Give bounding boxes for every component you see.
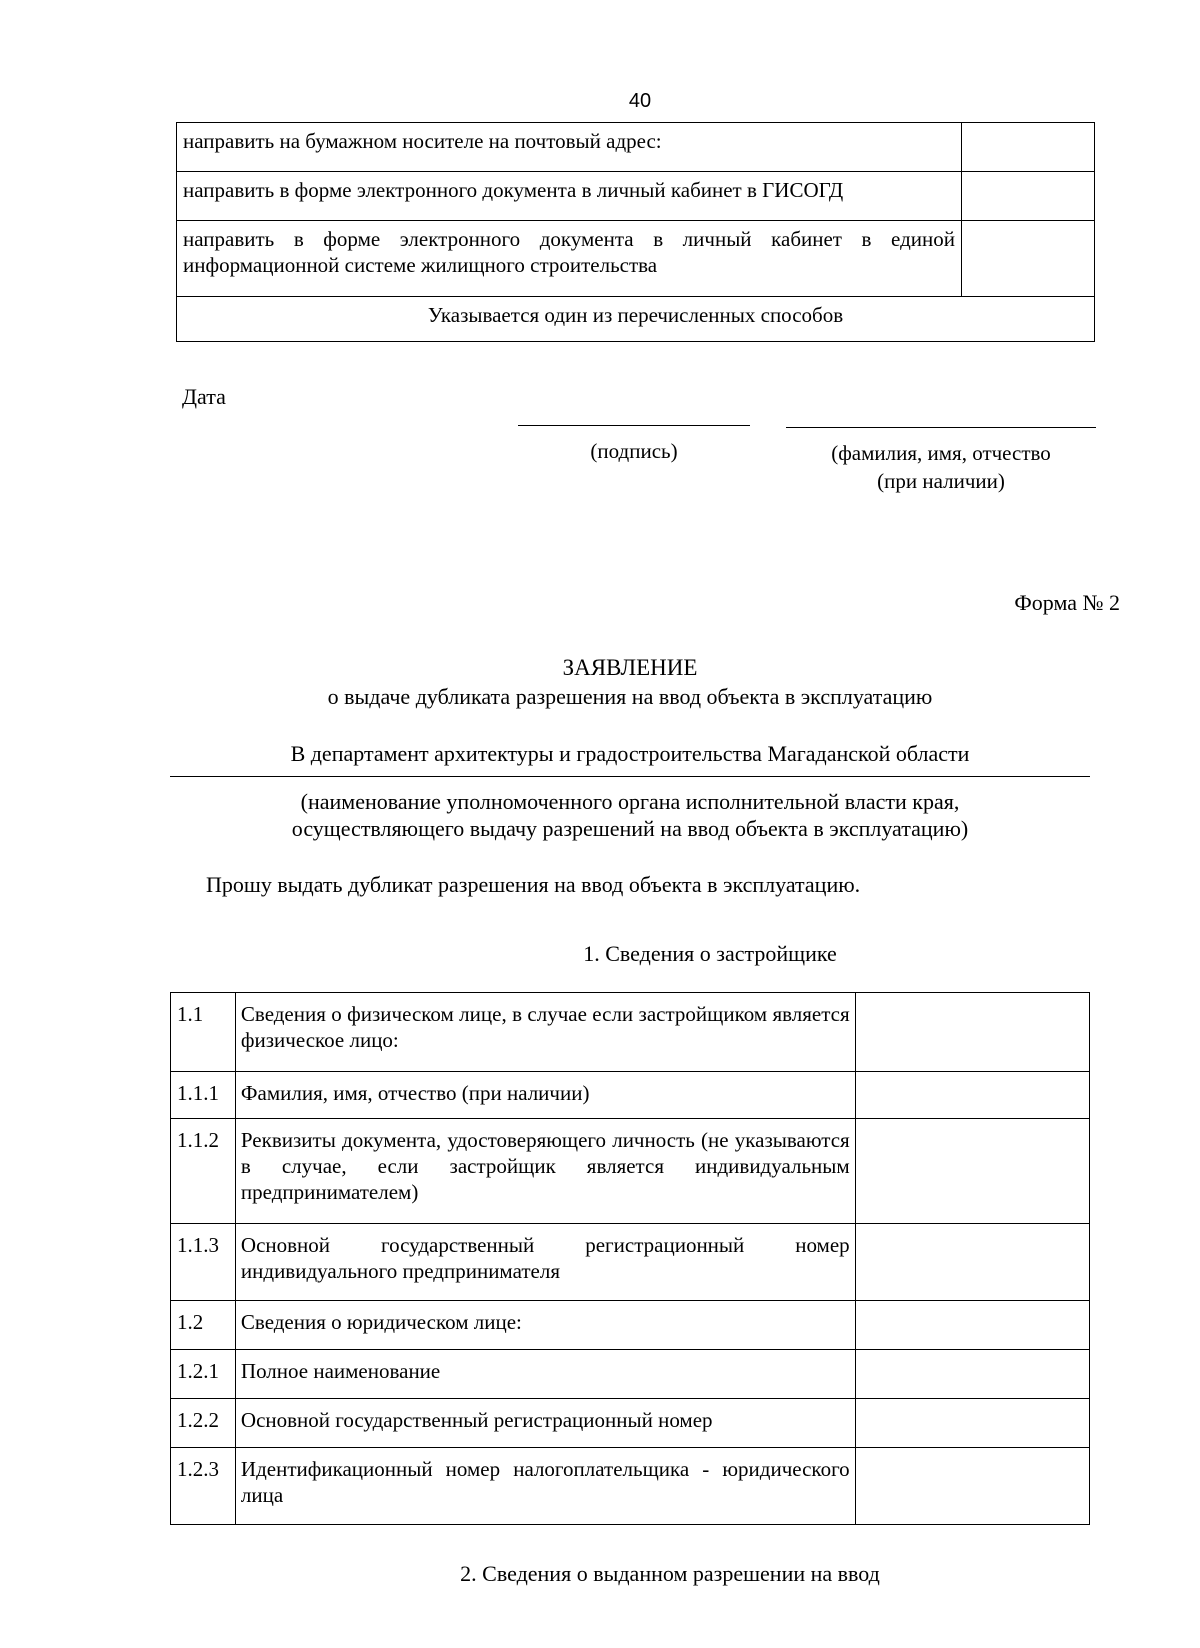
- row-description: Полное наименование: [235, 1350, 855, 1399]
- row-value-cell[interactable]: [855, 1072, 1089, 1119]
- row-number: 1.2.1: [171, 1350, 236, 1399]
- row-value-cell[interactable]: [855, 1448, 1089, 1525]
- row-value-cell[interactable]: [855, 1350, 1089, 1399]
- delivery-option-checkbox-cell[interactable]: [962, 123, 1095, 172]
- document-subtitle: о выдаче дубликата разрешения на ввод объекта в эксплуатацию: [327, 684, 933, 709]
- row-value-cell[interactable]: [855, 1399, 1089, 1448]
- signature-line[interactable]: [518, 425, 750, 426]
- table-row: [171, 993, 1090, 1072]
- row-value-cell[interactable]: [855, 1224, 1089, 1301]
- row-number: 1.1.2: [171, 1119, 236, 1224]
- delivery-option-text: направить в форме электронного документа в личный кабинет в ГИСОГД: [177, 172, 962, 221]
- request-text: Прошу выдать дубликат разрешения на ввод объекта в эксплуатацию.: [206, 872, 861, 897]
- page-number: 40: [628, 90, 652, 112]
- table-row: [171, 1072, 1090, 1119]
- row-description: Сведения о физическом лице, в случае если застройщиком является физическое лицо:: [235, 993, 855, 1072]
- row-description: Фамилия, имя, отчество (при наличии): [235, 1072, 855, 1119]
- delivery-option-checkbox-cell[interactable]: [962, 221, 1095, 297]
- row-number: 1.2: [171, 1301, 236, 1350]
- fio-caption-line2: (при наличии): [877, 469, 1005, 493]
- delivery-note: Указывается один из перечисленных способов: [177, 297, 1095, 342]
- section-heading: 2. Сведения о выданном разрешении на ввод: [460, 1561, 880, 1586]
- row-number: 1.1: [171, 993, 236, 1072]
- table-row: [171, 1301, 1090, 1350]
- row-description: Реквизиты документа, удостоверяющего личность (не указываются в случае, если застройщик является индивидуальным предпринимателем): [235, 1119, 855, 1224]
- recipient-text: В департамент архитектуры и градостроительства Магаданской области: [290, 741, 970, 766]
- delivery-note-row: [177, 297, 1095, 342]
- row-value-cell[interactable]: [855, 993, 1089, 1072]
- row-description: Основной государственный регистрационный номер: [235, 1399, 855, 1448]
- delivery-option-row: [177, 172, 1095, 221]
- delivery-option-checkbox-cell[interactable]: [962, 172, 1095, 221]
- table-row: [171, 1224, 1090, 1301]
- delivery-option-row: [177, 123, 1095, 172]
- row-value-cell[interactable]: [855, 1301, 1089, 1350]
- document-title: ЗАЯВЛЕНИЕ: [562, 655, 698, 680]
- table-row: [171, 1448, 1090, 1525]
- date-label: Дата: [182, 384, 226, 409]
- recipient-hint-line2: осуществляющего выдачу разрешений на ввод объекта в эксплуатацию): [291, 816, 969, 841]
- row-description: Основной государственный регистрационный номер индивидуального предпринимателя: [235, 1224, 855, 1301]
- row-description: Сведения о юридическом лице:: [235, 1301, 855, 1350]
- developer-info-table: [170, 992, 1090, 1525]
- row-description: Идентификационный номер налогоплательщика - юридического лица: [235, 1448, 855, 1525]
- row-number: 1.1.3: [171, 1224, 236, 1301]
- form-number: Форма № 2: [1014, 590, 1120, 615]
- delivery-option-text: направить в форме электронного документа в личный кабинет в единой информационной системе жилищного строительства: [177, 221, 962, 297]
- row-number: 1.1.1: [171, 1072, 236, 1119]
- table-row: [171, 1399, 1090, 1448]
- delivery-option-row: [177, 221, 1095, 297]
- row-value-cell[interactable]: [855, 1119, 1089, 1224]
- table-row: [171, 1119, 1090, 1224]
- fio-line[interactable]: [786, 427, 1096, 428]
- fio-caption-line1: (фамилия, имя, отчество: [831, 441, 1051, 465]
- delivery-method-table: [176, 122, 1095, 342]
- row-number: 1.2.3: [171, 1448, 236, 1525]
- row-number: 1.2.2: [171, 1399, 236, 1448]
- signature-caption: (подпись): [590, 439, 678, 463]
- delivery-option-text: направить на бумажном носителе на почтовый адрес:: [177, 123, 962, 172]
- table-row: [171, 1350, 1090, 1399]
- section-heading: 1. Сведения о застройщике: [583, 941, 837, 966]
- recipient-line[interactable]: [170, 776, 1090, 777]
- recipient-hint-line1: (наименование уполномоченного органа исполнительной власти края,: [300, 789, 960, 814]
